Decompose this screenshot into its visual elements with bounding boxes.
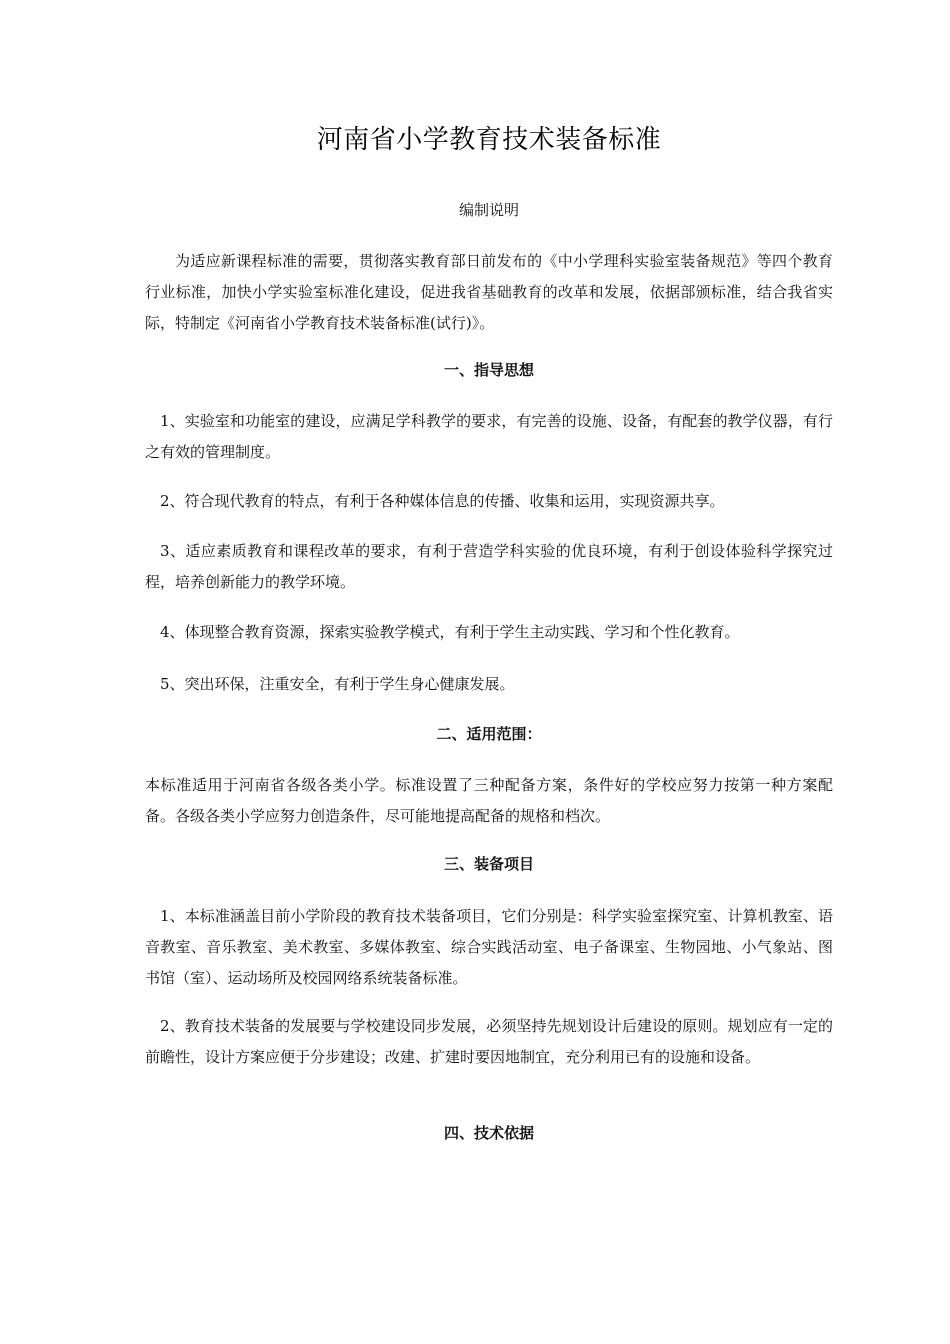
document-subtitle: 编制说明 — [458, 201, 519, 219]
section-1-paragraph-2: 2、符合现代教育的特点，有利于各种媒体信息的传播、收集和运用，实现资源共享。 — [160, 492, 725, 510]
section-2-paragraph-1: 本标准适用于河南省各级各类小学。标准设置了三种配备方案，条件好的学校应努力按第一种方案配备。各级各类小学应努力创造条件，尽可能地提高配备的规格和档次。 — [145, 776, 833, 825]
section-3-paragraph-1: 1、本标准涵盖目前小学阶段的教育技术装备项目，它们分别是：科学实验室探究室、计算机教室、语音教室、音乐教室、美术教室、多媒体教室、综合实践活动室、电子备课室、生物园地、小气象站、图书馆（室）、运动场所及校园网络系统装备标准。 — [145, 907, 833, 987]
section-1-paragraph-3: 3、适应素质教育和课程改革的要求，有利于营造学科实验的优良环境，有利于创设体验科学探究过程，培养创新能力的教学环境。 — [145, 542, 833, 591]
section-1-paragraph-5: 5、突出环保，注重安全，有利于学生身心健康发展。 — [160, 675, 515, 693]
section-heading-4: 四、技术依据 — [443, 1124, 534, 1142]
intro-paragraph: 为适应新课程标准的需要，贯彻落实教育部日前发布的《中小学理科实验室装备规范》等四个教育行业标准，加快小学实验室标准化建设，促进我省基础教育的改革和发展，依据部颁标准，结合我省实际，特制定《河南省小学教育技术装备标准(试行)》。 — [145, 252, 833, 332]
section-heading-2: 二、适用范围： — [436, 725, 542, 743]
section-1-paragraph-4: 4、体现整合教育资源，探索实验教学模式，有利于学生主动实践、学习和个性化教育。 — [160, 623, 740, 641]
section-heading-1: 一、指导思想 — [443, 361, 534, 379]
document-title: 河南省小学教育技术装备标准 — [316, 125, 662, 155]
section-heading-3: 三、装备项目 — [443, 855, 534, 873]
section-3-paragraph-2: 2、教育技术装备的发展要与学校建设同步发展，必须坚持先规划设计后建设的原则。规划应有一定的前瞻性，设计方案应便于分步建设；改建、扩建时要因地制宜，充分利用已有的设施和设备。 — [145, 1017, 833, 1066]
section-1-paragraph-1: 1、实验室和功能室的建设，应满足学科教学的要求，有完善的设施、设备，有配套的教学仪器，有行之有效的管理制度。 — [145, 412, 833, 461]
